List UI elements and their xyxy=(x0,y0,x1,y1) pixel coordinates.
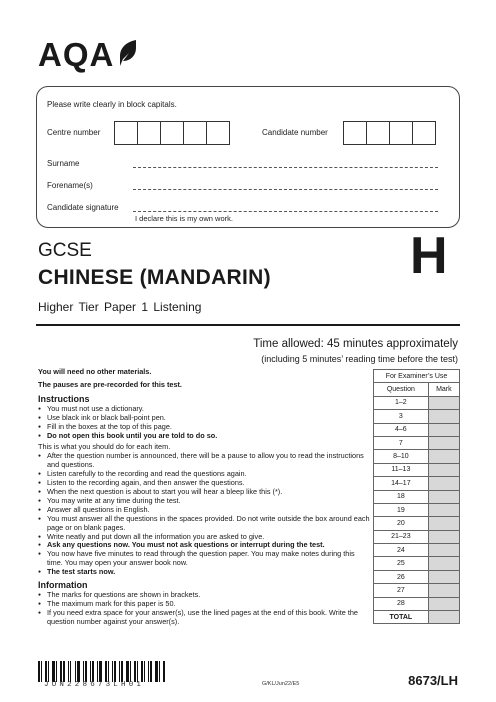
list-item: ● Do not open this book until you are told to do so. xyxy=(38,432,372,441)
information-heading: Information xyxy=(38,580,88,591)
mark-cell[interactable] xyxy=(428,557,459,570)
paper-code: 8673/LH xyxy=(408,673,458,688)
question-number-cell: 19 xyxy=(374,503,429,516)
mark-cell[interactable] xyxy=(428,396,459,409)
instructions-list xyxy=(38,405,372,441)
paper-tier: Higher Tier Paper 1 Listening xyxy=(38,300,202,314)
tier-letter: H xyxy=(410,227,448,285)
list-item: ● Listen to the recording again, and then answer the questions. xyxy=(38,479,372,488)
signature-label: Candidate signature xyxy=(47,203,119,212)
pauses-note: The pauses are pre-recorded for this test. xyxy=(38,379,182,389)
total-mark-cell[interactable] xyxy=(428,611,459,624)
mark-cell[interactable] xyxy=(428,530,459,543)
subject-title: CHINESE (MANDARIN) xyxy=(38,266,271,289)
mark-cell[interactable] xyxy=(428,463,459,476)
examiner-table-title: For Examiner’s Use xyxy=(374,370,460,383)
question-number-cell: 3 xyxy=(374,410,429,423)
mark-cell[interactable] xyxy=(428,477,459,490)
table-row xyxy=(374,557,460,570)
question-number-cell: 11–13 xyxy=(374,463,429,476)
candidate-number-boxes[interactable] xyxy=(344,121,436,145)
list-item: ● Write neatly and put down all the information you are asked to give. xyxy=(38,533,372,542)
list-item: ● The test starts now. xyxy=(38,568,372,577)
table-row xyxy=(374,436,460,449)
table-row xyxy=(374,450,460,463)
list-item: ● The marks for questions are shown in brackets. xyxy=(38,591,372,600)
candidate-number-label: Candidate number xyxy=(262,128,328,137)
time-allowed: Time allowed: 45 minutes approximately xyxy=(253,338,458,350)
list-item: ● Use black ink or black ball-point pen. xyxy=(38,414,372,423)
mark-cell[interactable] xyxy=(428,597,459,610)
leaf-mark-icon xyxy=(116,39,138,67)
table-row xyxy=(374,584,460,597)
forename-label: Forename(s) xyxy=(47,181,93,190)
question-number-cell: 18 xyxy=(374,490,429,503)
table-row xyxy=(374,544,460,557)
mark-cell[interactable] xyxy=(428,450,459,463)
list-item: ● You now have five minutes to read through the question paper. You may make notes during this time. You may open your answer book now. xyxy=(38,550,372,568)
table-row xyxy=(374,410,460,423)
list-item: ● The maximum mark for this paper is 50. xyxy=(38,600,372,609)
list-item: ● After the question number is announced, there will be a pause to allow you to read the instructions and questions. xyxy=(38,452,372,470)
question-number-cell: 24 xyxy=(374,544,429,557)
list-item: ● When the next question is about to start you will hear a bleep like this (*). xyxy=(38,488,372,497)
table-row xyxy=(374,477,460,490)
total-label: TOTAL xyxy=(374,611,429,624)
declaration-text: I declare this is my own work. xyxy=(135,214,233,223)
list-item: ● You must not use a dictionary. xyxy=(38,405,372,414)
list-item: ● Ask any questions now. You must not ask questions or interrupt during the test. xyxy=(38,541,372,550)
barcode-text: JUN228673LH01 xyxy=(44,681,145,689)
table-row xyxy=(374,490,460,503)
question-number-cell: 7 xyxy=(374,436,429,449)
table-row xyxy=(374,423,460,436)
table-row xyxy=(374,570,460,583)
candidate-details-box xyxy=(36,86,460,228)
paper-reference: G/KL/Jun22/E5 xyxy=(262,681,300,687)
table-row xyxy=(374,503,460,516)
mark-cell[interactable] xyxy=(428,410,459,423)
mark-cell[interactable] xyxy=(428,436,459,449)
instructions-heading: Instructions xyxy=(38,393,90,404)
question-number-cell: 14–17 xyxy=(374,477,429,490)
list-item: ● You may write at any time during the test. xyxy=(38,497,372,506)
centre-number-boxes[interactable] xyxy=(115,121,230,145)
aqa-logo xyxy=(38,38,138,71)
mark-cell[interactable] xyxy=(428,423,459,436)
surname-field[interactable] xyxy=(133,167,438,168)
signature-field[interactable] xyxy=(133,211,438,212)
logo-text: AQA xyxy=(38,36,115,73)
header-rule xyxy=(36,324,460,326)
information-list xyxy=(38,591,372,627)
each-item-note: This is what you should do for each item. xyxy=(38,442,171,452)
table-row xyxy=(374,597,460,610)
examiner-use-table xyxy=(373,369,460,624)
mark-cell[interactable] xyxy=(428,570,459,583)
mark-cell[interactable] xyxy=(428,584,459,597)
list-item: ● Fill in the boxes at the top of this page. xyxy=(38,423,372,432)
mark-cell[interactable] xyxy=(428,490,459,503)
question-number-cell: 26 xyxy=(374,570,429,583)
list-item: ● You must answer all the questions in the spaces provided. Do not write outside the box around each page or on blank pages. xyxy=(38,515,372,533)
forename-field[interactable] xyxy=(133,189,438,190)
list-item: ● Answer all questions in English. xyxy=(38,506,372,515)
table-row xyxy=(374,463,460,476)
question-number-cell: 28 xyxy=(374,597,429,610)
surname-label: Surname xyxy=(47,159,80,168)
question-number-cell: 27 xyxy=(374,584,429,597)
instructions-block xyxy=(38,368,372,630)
question-number-cell: 1–2 xyxy=(374,396,429,409)
qualification-title: GCSE xyxy=(38,240,92,261)
barcode xyxy=(38,661,188,682)
table-row xyxy=(374,517,460,530)
mark-cell[interactable] xyxy=(428,544,459,557)
question-number-cell: 25 xyxy=(374,557,429,570)
materials-note: You will need no other materials. xyxy=(38,367,152,376)
question-column-header: Question xyxy=(374,383,429,396)
centre-number-label: Centre number xyxy=(47,128,101,137)
table-row xyxy=(374,396,460,409)
mark-cell[interactable] xyxy=(428,517,459,530)
mark-cell[interactable] xyxy=(428,503,459,516)
item-steps-list xyxy=(38,452,372,577)
mark-column-header: Mark xyxy=(428,383,459,396)
list-item: ● If you need extra space for your answer(s), use the lined pages at the end of this book. Write the question number against your answer(s). xyxy=(38,609,372,627)
reading-time-note: (including 5 minutes’ reading time before the test) xyxy=(261,354,458,364)
list-item: ● Listen carefully to the recording and read the questions again. xyxy=(38,470,372,479)
question-number-cell: 4–6 xyxy=(374,423,429,436)
table-row xyxy=(374,530,460,543)
question-number-cell: 21–23 xyxy=(374,530,429,543)
question-number-cell: 8–10 xyxy=(374,450,429,463)
block-capitals-instruction: Please write clearly in block capitals. xyxy=(47,100,177,109)
question-number-cell: 20 xyxy=(374,517,429,530)
